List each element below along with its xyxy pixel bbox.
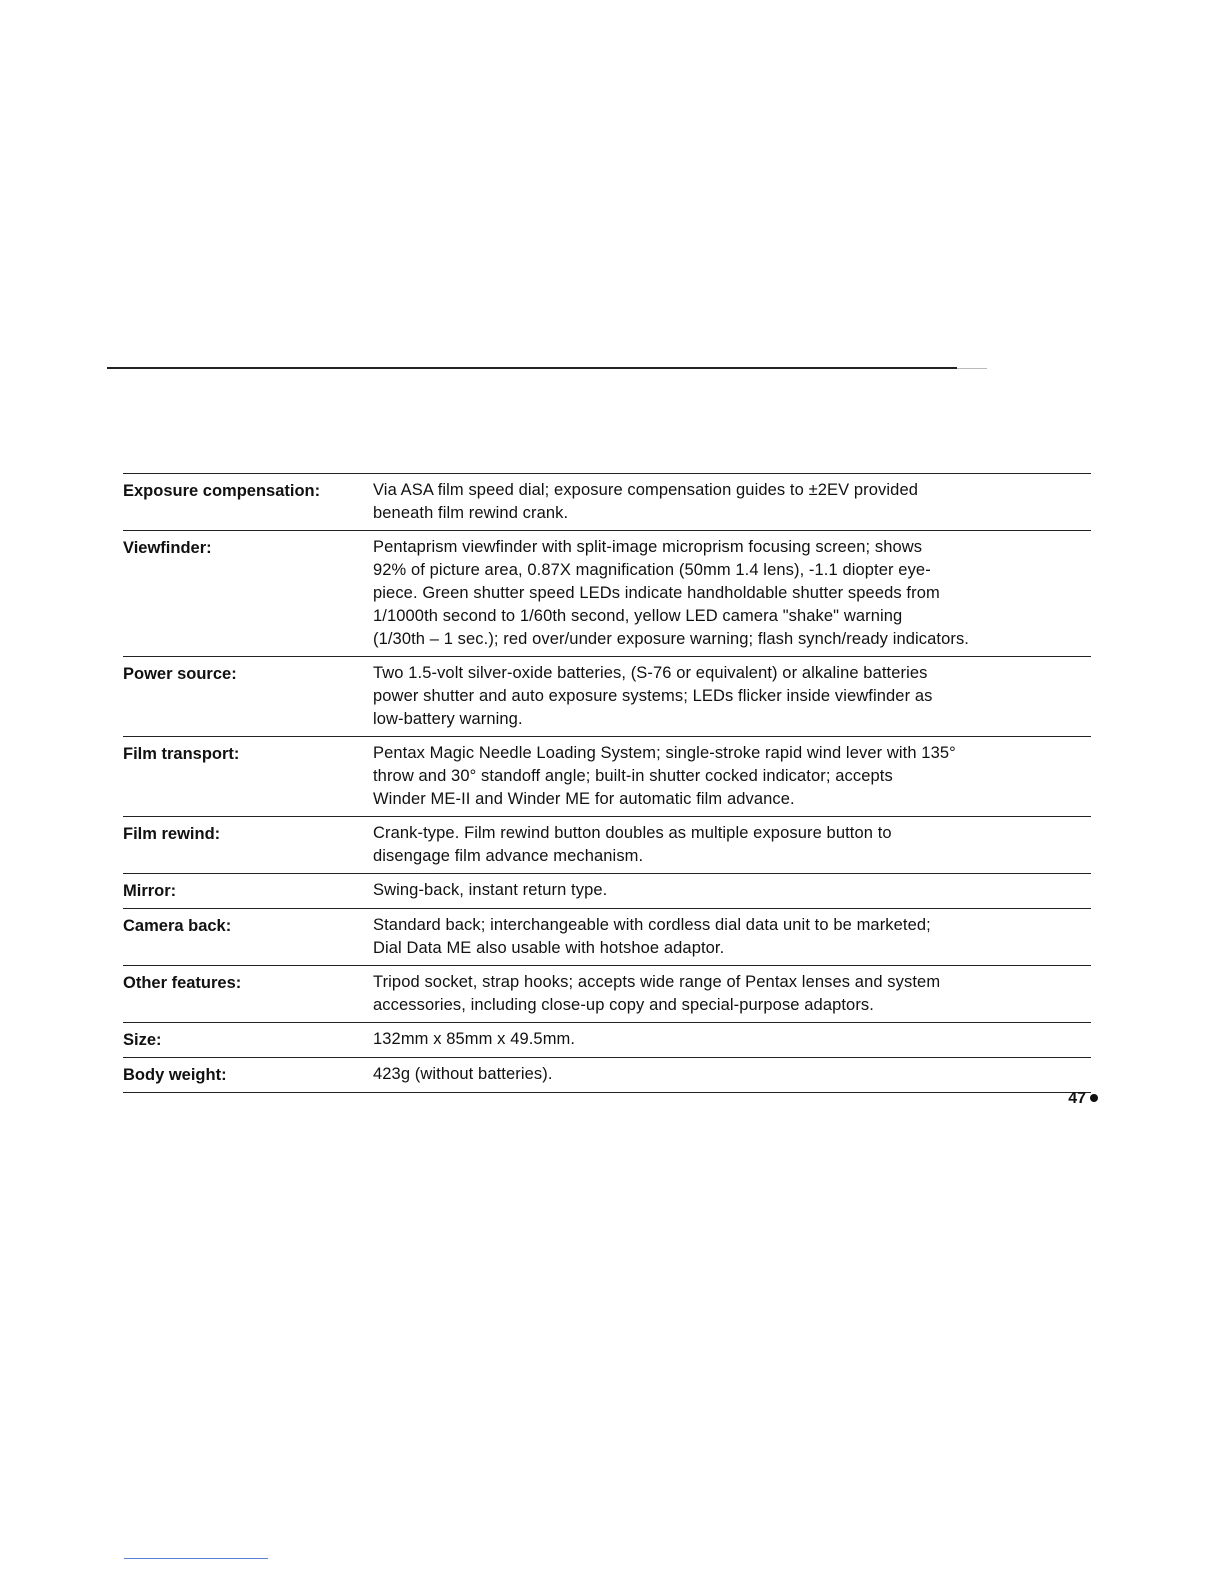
spec-value [373,479,1091,525]
spec-row-other-features [123,966,1091,1023]
spec-value [373,662,1091,731]
spec-value [373,971,1091,1017]
spec-value-line: Two 1.5-volt silver-oxide batteries, (S-76 or equivalent) or alkaline batteries [373,664,928,682]
spec-value-line: accessories, including close-up copy and special-purpose adaptors. [373,996,874,1014]
spec-value-line: Swing-back, instant return type. [373,881,608,899]
spec-value-line: (1/30th – 1 sec.); red over/under exposure warning; flash synch/ready indicators. [373,630,969,648]
spec-value-line: 92% of picture area, 0.87X magnification (50mm 1.4 lens), -1.1 diopter eye- [373,561,931,579]
bullet-icon [1090,1094,1098,1102]
spec-value [373,879,1091,903]
bottom-edge-line [124,1558,268,1559]
spec-row-power-source [123,657,1091,737]
top-divider [107,367,957,369]
spec-value-line: Pentax Magic Needle Loading System; single-stroke rapid wind lever with 135° [373,744,956,762]
spec-value [373,822,1091,868]
spec-value-line: Via ASA film speed dial; exposure compensation guides to ±2EV provided [373,481,918,499]
spec-value-line: 423g (without batteries). [373,1065,553,1083]
spec-label: Power source: [123,665,237,683]
spec-value [373,1063,1091,1087]
spec-label: Size: [123,1031,162,1049]
spec-value [373,536,1091,651]
spec-value-line: Tripod socket, strap hooks; accepts wide range of Pentax lenses and system [373,973,941,991]
spec-row-exposure-compensation [123,474,1091,531]
spec-value-line: Winder ME-II and Winder ME for automatic film advance. [373,790,795,808]
spec-label: Exposure compensation: [123,482,321,500]
page-number-text: 47 [1068,1090,1086,1107]
spec-value-line: Crank-type. Film rewind button doubles as multiple exposure button to [373,824,892,842]
spec-value-line: power shutter and auto exposure systems; LEDs flicker inside viewfinder as [373,687,933,705]
spec-value-line: low-battery warning. [373,710,523,728]
spec-value-line: 132mm x 85mm x 49.5mm. [373,1030,576,1048]
spec-value-line: Pentaprism viewfinder with split-image microprism focusing screen; shows [373,538,923,556]
page-number [1068,1090,1098,1108]
spec-label: Film transport: [123,745,240,763]
specifications-table [123,473,1091,1093]
spec-value-line: beneath film rewind crank. [373,504,569,522]
spec-value-line: Standard back; interchangeable with cordless dial data unit to be marketed; [373,916,931,934]
spec-row-body-weight [123,1058,1091,1093]
spec-value-line: 1/1000th second to 1/60th second, yellow LED camera "shake" warning [373,607,903,625]
spec-value [373,1028,1091,1052]
spec-value [373,742,1091,811]
spec-row-film-transport [123,737,1091,817]
spec-row-viewfinder [123,531,1091,657]
spec-label: Camera back: [123,917,232,935]
spec-label: Viewfinder: [123,539,212,557]
spec-row-mirror [123,874,1091,909]
spec-value-line: disengage film advance mechanism. [373,847,644,865]
spec-label: Other features: [123,974,242,992]
spec-row-camera-back [123,909,1091,966]
spec-row-size [123,1023,1091,1058]
spec-value-line: piece. Green shutter speed LEDs indicate handholdable shutter speeds from [373,584,940,602]
spec-value-line: Dial Data ME also usable with hotshoe adaptor. [373,939,725,957]
spec-label: Body weight: [123,1066,227,1084]
spec-label: Film rewind: [123,825,221,843]
spec-value-line: throw and 30° standoff angle; built-in shutter cocked indicator; accepts [373,767,893,785]
spec-label: Mirror: [123,882,177,900]
spec-value [373,914,1091,960]
spec-row-film-rewind [123,817,1091,874]
